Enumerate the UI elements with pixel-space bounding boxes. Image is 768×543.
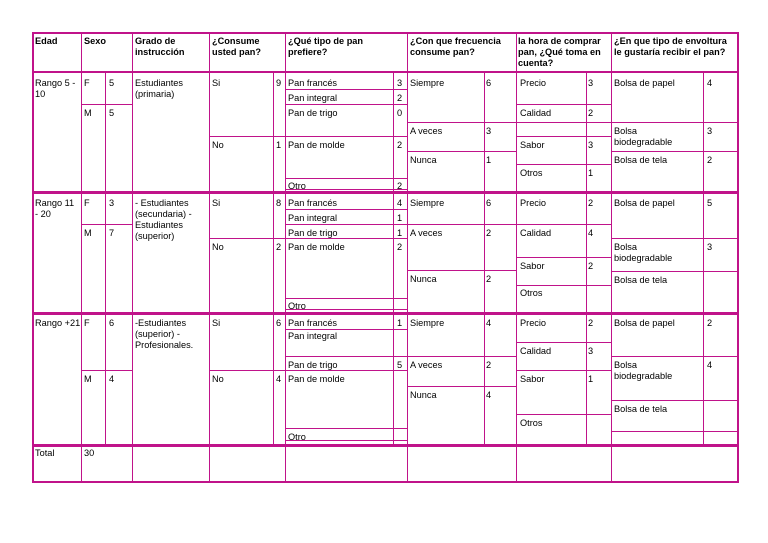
grid-line <box>285 209 407 210</box>
grid-line <box>703 71 704 444</box>
grid-line <box>285 89 407 90</box>
tipo-count: 1 <box>397 213 403 223</box>
tipo-count: 2 <box>397 181 403 191</box>
grid-line <box>209 32 210 481</box>
comprar-label: Precio <box>520 78 547 88</box>
frecuencia-count: 2 <box>486 360 492 370</box>
comprar-count: 2 <box>588 108 594 118</box>
frecuencia-label: A veces <box>410 228 443 238</box>
envoltura-count: 3 <box>707 126 713 136</box>
comprar-label: Calidad <box>520 108 552 118</box>
envoltura-label: Bolsa biodegradable <box>614 126 673 147</box>
tipo-label: Pan integral <box>288 93 338 103</box>
grid-line <box>611 431 737 432</box>
comprar-label: Sabor <box>520 140 545 150</box>
sexo-label: F <box>84 318 90 328</box>
grid-line <box>407 386 516 387</box>
comprar-count: 3 <box>588 140 594 150</box>
grid-line <box>516 122 611 123</box>
frecuencia-count: 4 <box>486 318 492 328</box>
consume-count: 6 <box>276 318 282 328</box>
grid-line <box>273 71 274 444</box>
total-count: 30 <box>84 448 95 458</box>
sexo-count: 6 <box>109 318 115 328</box>
grid-line <box>611 151 737 152</box>
grid-line <box>285 329 407 330</box>
grid-line <box>407 270 516 271</box>
sexo-count: 3 <box>109 198 115 208</box>
grid-line <box>32 312 737 315</box>
grid-line <box>32 191 737 194</box>
header-envoltura: ¿En que tipo de envoltura le gustaría recibir el pan? <box>614 36 727 57</box>
comprar-count: 2 <box>588 318 594 328</box>
sexo-count: 5 <box>109 78 115 88</box>
grid-line <box>516 414 611 415</box>
comprar-label: Sabor <box>520 261 545 271</box>
grid-line <box>407 122 516 123</box>
tipo-label: Pan francés <box>288 318 338 328</box>
grid-line <box>611 400 737 401</box>
consume-label: Si <box>212 78 221 88</box>
grid-line <box>516 164 611 165</box>
grid-line <box>81 370 132 371</box>
grid-line <box>516 370 611 371</box>
grid-line <box>611 238 737 239</box>
consume-count: 8 <box>276 198 282 208</box>
grid-line <box>32 32 737 34</box>
header-consume: ¿Consume usted pan? <box>212 36 262 57</box>
grid-line <box>32 32 34 483</box>
sexo-label: F <box>84 198 90 208</box>
tipo-label: Pan integral <box>288 213 338 223</box>
grid-line <box>407 32 408 481</box>
frecuencia-count: 6 <box>486 198 492 208</box>
grid-line <box>516 285 611 286</box>
grid-line <box>209 136 285 137</box>
header-frecuencia: ¿Con que frecuencia consume pan? <box>410 36 501 57</box>
grado-instruccion: - Estudiantes (secundaria) - Estudiantes (superior) <box>135 198 192 241</box>
grid-line <box>285 178 407 179</box>
frecuencia-label: Siempre <box>410 318 445 328</box>
grid-line <box>81 224 132 225</box>
grado-instruccion: Estudiantes (primaria) <box>135 78 184 99</box>
consume-label: Si <box>212 318 221 328</box>
tipo-label: Pan integral <box>288 331 338 341</box>
tipo-label: Otro <box>288 432 306 442</box>
grid-line <box>209 370 285 371</box>
header-comprar: la hora de comprar pan, ¿Qué toma en cuenta? <box>518 36 601 68</box>
frecuencia-label: Nunca <box>410 155 437 165</box>
envoltura-label: Bolsa de tela <box>614 155 668 165</box>
comprar-count: 3 <box>588 78 594 88</box>
consume-label: No <box>212 242 224 252</box>
envoltura-label: Bolsa de papel <box>614 78 675 88</box>
consume-label: Si <box>212 198 221 208</box>
frecuencia-count: 3 <box>486 126 492 136</box>
tipo-label: Pan francés <box>288 198 338 208</box>
comprar-label: Otros <box>520 288 543 298</box>
grid-line <box>611 32 612 481</box>
consume-label: No <box>212 374 224 384</box>
tipo-label: Pan de molde <box>288 374 345 384</box>
frecuencia-label: Siempre <box>410 78 445 88</box>
edad-rango-11-20: Rango 11 - 20 <box>35 198 75 219</box>
comprar-count: 1 <box>588 374 594 384</box>
grid-line <box>285 104 407 105</box>
header-grado: Grado de instrucción <box>135 36 185 57</box>
grid-line <box>285 356 407 357</box>
grid-line <box>407 151 516 152</box>
tipo-count: 4 <box>397 198 403 208</box>
envoltura-count: 5 <box>707 198 713 208</box>
sexo-count: 7 <box>109 228 115 238</box>
envoltura-label: Bolsa de papel <box>614 198 675 208</box>
comprar-count: 3 <box>588 346 594 356</box>
edad-rango-21: Rango +21 <box>35 318 81 328</box>
grado-instruccion: -Estudiantes (superior) - Profesionales. <box>135 318 194 350</box>
comprar-label: Calidad <box>520 346 552 356</box>
comprar-count: 2 <box>588 261 594 271</box>
tipo-label: Pan de trigo <box>288 360 338 370</box>
sexo-label: F <box>84 78 90 88</box>
consume-count: 9 <box>276 78 282 88</box>
frecuencia-label: Nunca <box>410 274 437 284</box>
sexo-count: 5 <box>109 108 115 118</box>
edad-rango-5-10: Rango 5 - 10 <box>35 78 76 99</box>
envoltura-label: Bolsa biodegradable <box>614 360 673 381</box>
envoltura-label: Bolsa de papel <box>614 318 675 328</box>
grid-line <box>132 32 133 481</box>
envoltura-label: Bolsa de tela <box>614 275 668 285</box>
grid-line <box>285 136 407 137</box>
grid-line <box>516 257 611 258</box>
tipo-label: Otro <box>288 181 306 191</box>
frecuencia-label: Nunca <box>410 390 437 400</box>
frecuencia-count: 6 <box>486 78 492 88</box>
envoltura-count: 2 <box>707 318 713 328</box>
tipo-count: 2 <box>397 242 403 252</box>
grid-line <box>611 271 737 272</box>
tipo-label: Otro <box>288 301 306 311</box>
comprar-label: Calidad <box>520 228 552 238</box>
consume-count: 2 <box>276 242 282 252</box>
frecuencia-count: 4 <box>486 390 492 400</box>
grid-line <box>81 104 132 105</box>
consume-count: 4 <box>276 374 282 384</box>
grid-line <box>32 481 737 483</box>
tipo-label: Pan de molde <box>288 140 345 150</box>
grid-line <box>285 428 407 429</box>
comprar-count: 2 <box>588 198 594 208</box>
header-edad: Edad <box>35 36 58 46</box>
header-sexo: Sexo <box>84 36 106 46</box>
envoltura-count: 4 <box>707 78 713 88</box>
consume-count: 1 <box>276 140 282 150</box>
grid-line <box>393 71 394 444</box>
header-tipo: ¿Qué tipo de pan prefiere? <box>288 36 364 57</box>
tipo-label: Pan de trigo <box>288 108 338 118</box>
grid-line <box>516 104 611 105</box>
grid-line <box>32 71 737 73</box>
grid-line <box>105 71 106 444</box>
tipo-label: Pan de molde <box>288 242 345 252</box>
sexo-label: M <box>84 228 92 238</box>
grid-line <box>737 32 739 483</box>
tipo-count: 2 <box>397 140 403 150</box>
frecuencia-count: 2 <box>486 274 492 284</box>
envoltura-count: 3 <box>707 242 713 252</box>
grid-line <box>484 71 485 444</box>
frecuencia-count: 1 <box>486 155 492 165</box>
grid-line <box>516 224 611 225</box>
tipo-count: 3 <box>397 78 403 88</box>
grid-line <box>611 356 737 357</box>
frecuencia-label: A veces <box>410 126 443 136</box>
grid-line <box>81 32 82 481</box>
comprar-count: 1 <box>588 168 594 178</box>
sexo-count: 4 <box>109 374 115 384</box>
comprar-label: Precio <box>520 198 547 208</box>
tipo-count: 0 <box>397 108 403 118</box>
comprar-label: Precio <box>520 318 547 328</box>
tipo-count: 2 <box>397 93 403 103</box>
grid-line <box>285 224 407 225</box>
consume-label: No <box>212 140 224 150</box>
grid-line <box>285 298 407 299</box>
grid-line <box>407 356 516 357</box>
grid-line <box>516 136 611 137</box>
grid-line <box>611 122 737 123</box>
frecuencia-count: 2 <box>486 228 492 238</box>
grid-line <box>407 224 516 225</box>
frecuencia-label: A veces <box>410 360 443 370</box>
sexo-label: M <box>84 374 92 384</box>
tipo-label: Pan francés <box>288 78 338 88</box>
envoltura-label: Bolsa de tela <box>614 404 668 414</box>
grid-line <box>516 342 611 343</box>
comprar-label: Sabor <box>520 374 545 384</box>
total-label: Total <box>35 448 55 458</box>
envoltura-count: 2 <box>707 155 713 165</box>
grid-line <box>209 238 285 239</box>
frecuencia-label: Siempre <box>410 198 445 208</box>
comprar-label: Otros <box>520 418 543 428</box>
sexo-label: M <box>84 108 92 118</box>
envoltura-count: 4 <box>707 360 713 370</box>
tipo-count: 1 <box>397 228 403 238</box>
comprar-count: 4 <box>588 228 594 238</box>
tipo-count: 5 <box>397 360 403 370</box>
tipo-label: Pan de trigo <box>288 228 338 238</box>
grid-line <box>285 32 286 481</box>
envoltura-label: Bolsa biodegradable <box>614 242 673 263</box>
tipo-count: 1 <box>397 318 403 328</box>
comprar-label: Otros <box>520 168 543 178</box>
grid-line <box>32 444 737 447</box>
